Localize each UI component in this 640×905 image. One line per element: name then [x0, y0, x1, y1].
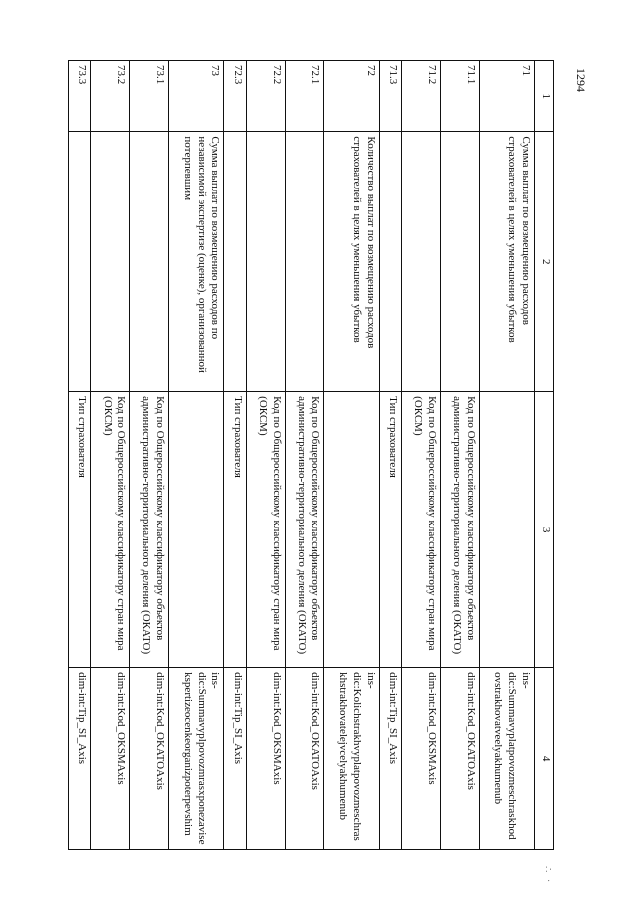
indicator-name	[285, 132, 324, 392]
header-row	[535, 61, 554, 850]
table-row	[169, 61, 224, 850]
rotated-table-container	[68, 60, 554, 850]
header-col-2: 2	[535, 132, 554, 392]
dimension-name: Код по Общероссийскому классификатору стран мира (ОКСМ)	[402, 392, 441, 668]
element-code: dim-int:Kod_OKSMAxis	[246, 668, 285, 850]
row-number: 72	[324, 61, 379, 132]
dimension-name: Код по Общероссийскому классификатору объектов административно-территориального деления (ОКАТО)	[285, 392, 324, 668]
dimension-name: Тип страхователя	[224, 392, 246, 668]
table-row	[69, 61, 92, 850]
element-code: dim-int:Kod_OKSMAxis	[91, 668, 130, 850]
row-number: 71.3	[379, 61, 401, 132]
dimension-name	[324, 392, 379, 668]
table-row	[324, 61, 379, 850]
row-number: 72.2	[246, 61, 285, 132]
table-row	[246, 61, 285, 850]
indicator-name	[91, 132, 130, 392]
row-number: 73.3	[69, 61, 92, 132]
indicator-name: Сумма выплат по возмещению расходов страхователей в целях уменьшения убытков	[479, 132, 534, 392]
element-code: ins-dic:Summavyplatpovozmeschraskhodovstrakhovatveelyakhumenub	[479, 668, 534, 850]
element-code: dim-int:Kod_OKATOAxis	[285, 668, 324, 850]
row-number: 71	[479, 61, 534, 132]
element-code: dim-int:Kod_OKATOAxis	[130, 668, 169, 850]
row-number: 73.1	[130, 61, 169, 132]
dimension-name	[479, 392, 534, 668]
element-code: dim-int:Tip_SI_Axis	[224, 668, 246, 850]
indicator-name	[69, 132, 92, 392]
table-row	[285, 61, 324, 850]
table-row	[402, 61, 441, 850]
indicator-name	[246, 132, 285, 392]
header-col-4: 4	[535, 668, 554, 850]
dimension-name: Код по Общероссийскому классификатору объектов административно-территориального деления (ОКАТО)	[440, 392, 479, 668]
indicator-name	[130, 132, 169, 392]
row-number: 71.1	[440, 61, 479, 132]
dimension-name: Код по Общероссийскому классификатору стран мира (ОКСМ)	[91, 392, 130, 668]
table-row	[224, 61, 246, 850]
row-number: 71.2	[402, 61, 441, 132]
table-row	[440, 61, 479, 850]
dimension-name: Код по Общероссийскому классификатору объектов административно-территориального деления (ОКАТО)	[130, 392, 169, 668]
indicator-name: Количество выплат по возмещению расходов страхователей в целях уменьшения убытков	[324, 132, 379, 392]
row-number: 72.1	[285, 61, 324, 132]
dictionary-table	[68, 60, 554, 850]
table-row	[379, 61, 401, 850]
header-col-1: 1	[535, 61, 554, 132]
element-code: ins-dic:Summavyplpovozmrasxponezavisekspertizeocenkeorganizpoterpevshim	[169, 668, 224, 850]
indicator-name	[402, 132, 441, 392]
element-code: ins-dic:Kolichstrakhvyplatpovozmeschraskhstrakhovatelejvcelyakhumenub	[324, 668, 379, 850]
element-code: dim-int:Kod_OKATOAxis	[440, 668, 479, 850]
dimension-name: Тип страхователя	[379, 392, 401, 668]
table-row	[130, 61, 169, 850]
table-row	[91, 61, 130, 850]
dimension-name: Код по Общероссийскому классификатору стран мира (ОКСМ)	[246, 392, 285, 668]
indicator-name	[224, 132, 246, 392]
element-code: dim-int:Tip_SI_Axis	[379, 668, 401, 850]
element-code: dim-int:Kod_OKSMAxis	[402, 668, 441, 850]
row-number: 72.3	[224, 61, 246, 132]
table-row	[479, 61, 534, 850]
row-number: 73.2	[91, 61, 130, 132]
page-number: 1294	[574, 68, 588, 92]
indicator-name	[440, 132, 479, 392]
dimension-name: Тип страхователя	[69, 392, 92, 668]
header-col-3: 3	[535, 392, 554, 668]
indicator-name: Сумма выплат по возмещению расходов по независимой экспертизе (оценке), организованной потерпевшим	[169, 132, 224, 392]
element-code: dim-int:Tip_SI_Axis	[69, 668, 92, 850]
scan-artifact: ∴ ·	[542, 866, 553, 885]
row-number: 73	[169, 61, 224, 132]
dimension-name	[169, 392, 224, 668]
indicator-name	[379, 132, 401, 392]
